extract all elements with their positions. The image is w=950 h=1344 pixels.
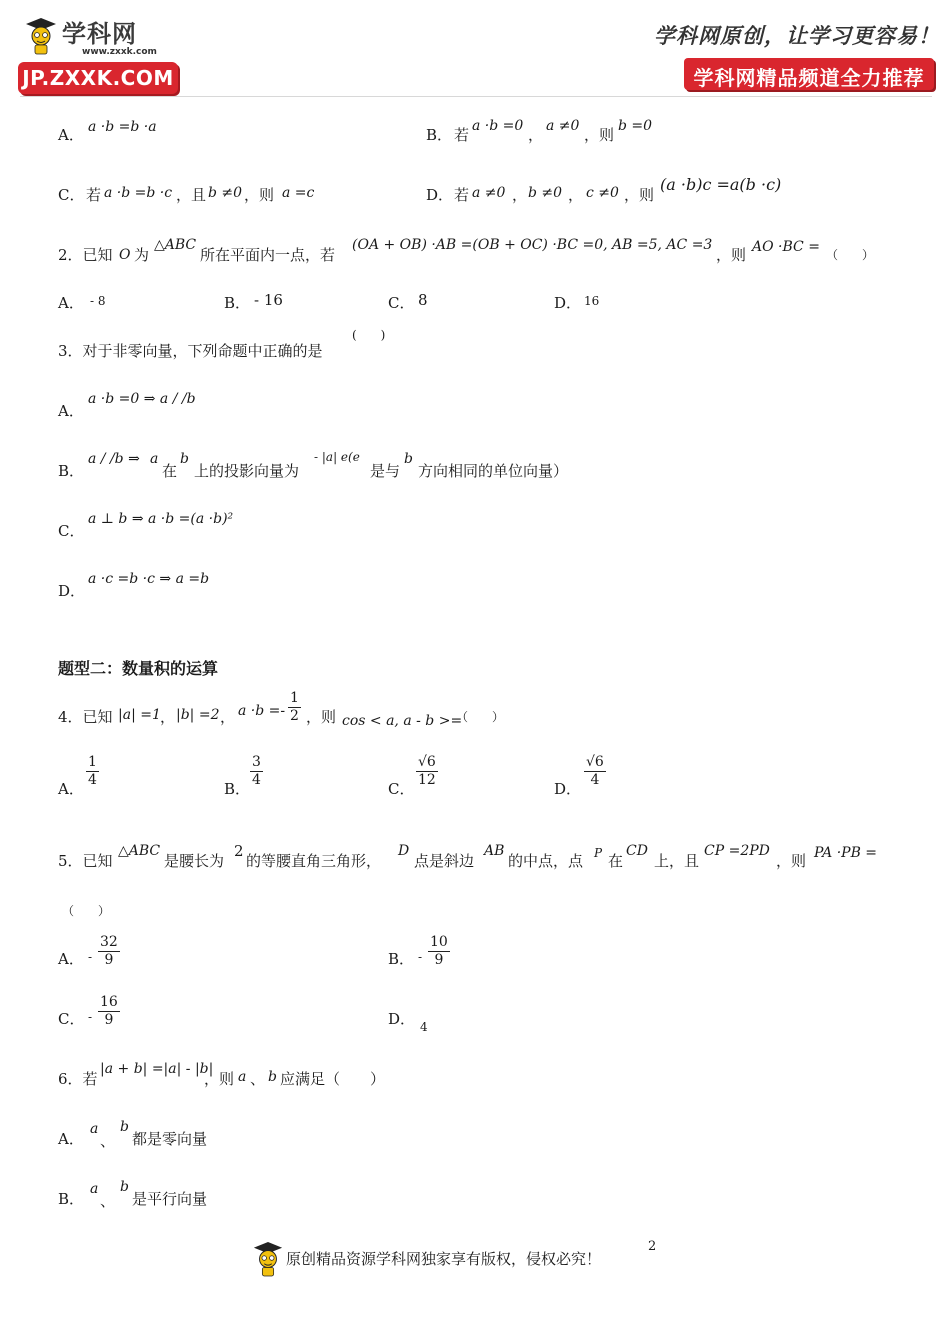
q1-option-a-label: A．: [58, 126, 84, 144]
q3-option-b-math1: a / /b ⇒: [88, 451, 140, 467]
q3-option-c-math: a ⊥ b ⇒ a ·b =(a ·b)²: [88, 511, 234, 527]
q1-option-d-text1: 若: [454, 186, 470, 204]
mascot-icon: [252, 1240, 284, 1278]
q6-text3: 应满足（ ）: [280, 1070, 386, 1088]
q5-option-c-label: C．: [58, 1010, 85, 1028]
q2-option-b-label: B．: [224, 294, 251, 312]
q5-option-b-den: 9: [434, 952, 444, 968]
q1-option-b-label: B．: [426, 126, 453, 144]
q6-option-b-text: 是平行向量: [132, 1190, 208, 1208]
recommend-banner[interactable]: [684, 58, 934, 90]
q3-option-b-math2: a: [150, 451, 159, 467]
mascot-icon: [24, 16, 58, 56]
jp-badge[interactable]: [18, 62, 178, 94]
q1-option-d-math2: b ≠0: [528, 185, 563, 201]
q4-option-a-fraction: [86, 754, 99, 789]
q3-paren: ( ): [352, 328, 386, 342]
q2-text2: 为: [134, 246, 150, 264]
footer-copyright: 原创精品资源学科网独家享有版权，侵权必究！: [286, 1250, 602, 1268]
q1-option-d-text2: ，则: [624, 186, 655, 204]
q3-option-b-text4: 方向相同的单位向量）: [418, 462, 569, 480]
q5-option-c-den: 9: [104, 1012, 114, 1028]
q4-option-b-num: 3: [252, 754, 261, 770]
q6-text2: ，则: [204, 1070, 235, 1088]
q4-math2: |b| =2: [176, 707, 220, 723]
q3-option-d-math: a ·c =b ·c ⇒ a =b: [88, 571, 210, 587]
q6-option-a-a: a: [90, 1121, 99, 1137]
q5-text5: 的中点，点: [508, 852, 584, 870]
q5-option-a-num: 32: [100, 934, 118, 950]
q6-option-b-label: B．: [58, 1190, 85, 1208]
q1-option-b-sep1: ，: [528, 126, 544, 144]
q1-option-b-math3: b =0: [618, 118, 653, 134]
q3-option-b-text3: 是与: [370, 462, 401, 480]
q1-option-b-math1: a ·b =0: [472, 118, 524, 134]
q5-option-b-num: 10: [430, 934, 448, 950]
q5-text2: 是腰长为: [164, 852, 225, 870]
q4-option-a-num: 1: [88, 754, 97, 770]
q3-option-b-math3: b: [180, 451, 189, 467]
q2-option-a-label: A．: [58, 294, 84, 312]
q2-option-c-value: 8: [418, 291, 428, 309]
q1-option-b-text2: ，则: [584, 126, 615, 144]
q2-option-c-label: C．: [388, 294, 415, 312]
q2-point-o: O: [119, 247, 131, 263]
q4-option-b-fraction: [250, 754, 263, 789]
q5-option-a-fraction: [98, 934, 120, 969]
q4-sep2: ，: [220, 708, 236, 726]
q5-option-d-label: D．: [388, 1010, 416, 1028]
q6-option-b-a: a: [90, 1181, 99, 1197]
q4-option-c-num: √6: [418, 754, 436, 770]
q6-option-b-b: b: [120, 1179, 129, 1195]
q2-option-a-value: - 8: [90, 294, 106, 308]
q4-paren: （ ）: [456, 710, 505, 724]
q1-option-c-text2: ，且: [176, 186, 207, 204]
q2-option-b-value: - 16: [254, 291, 283, 309]
q4-math1: |a| =1: [118, 707, 161, 723]
q5-point-p: P: [594, 846, 603, 860]
q1-option-c-math3: a =c: [282, 185, 315, 201]
q5-two: 2: [234, 842, 244, 860]
q5-text6: 在: [608, 852, 624, 870]
q6-option-a-label: A．: [58, 1130, 84, 1148]
q2-triangle: △ABC: [154, 237, 197, 253]
section-title: 题型二：数量积的运算: [58, 659, 219, 678]
q6-option-a-text: 都是零向量: [132, 1130, 208, 1148]
q4-option-c-fraction: [416, 754, 438, 789]
q6-option-a-b: b: [120, 1119, 129, 1135]
q4-option-d-num: √6: [586, 754, 604, 770]
q1-option-d-sep1: ，: [512, 186, 528, 204]
q3-option-b-text1: 在: [162, 462, 178, 480]
q4-option-d-label: D．: [554, 780, 582, 798]
q3-option-b-label: B．: [58, 462, 85, 480]
q5-point-d: D: [398, 843, 410, 859]
q4-option-c-den: 12: [418, 772, 436, 788]
q6-option-a-dun: 、: [100, 1132, 116, 1150]
q5-option-c-fraction: [98, 994, 120, 1029]
q2-text1: 2．已知: [58, 246, 113, 264]
logo-text: 学科网: [62, 20, 137, 48]
q1-option-d-label: D．: [426, 186, 454, 204]
q4-option-b-den: 4: [252, 772, 261, 788]
q5-ask: PA ·PB =: [814, 845, 878, 861]
q5-option-c-minus: -: [88, 1010, 93, 1024]
q1-option-c-label: C．: [58, 186, 85, 204]
q1-option-b-text1: 若: [454, 126, 470, 144]
q6-b: b: [268, 1069, 277, 1085]
q2-option-d-label: D．: [554, 294, 582, 312]
q2-paren: （ ）: [826, 248, 875, 262]
q4-option-b-label: B．: [224, 780, 251, 798]
q1-option-d-math1: a ≠0: [472, 185, 506, 201]
q5-text1: 5．已知: [58, 852, 113, 870]
q1-option-d-sep2: ，: [568, 186, 584, 204]
q5-condition: CP =2PD: [704, 843, 770, 859]
page-number: 2: [648, 1239, 657, 1254]
q5-option-b-fraction: [428, 934, 450, 969]
q5-option-c-num: 16: [100, 994, 118, 1010]
q2-option-d-value: 16: [584, 294, 600, 308]
q3-option-d-label: D．: [58, 582, 86, 600]
q5-text3: 的等腰直角三角形，: [246, 852, 382, 870]
q4-math4: cos < a, a - b >=: [342, 713, 463, 729]
header-slogan: 学科网原创，让学习更容易！: [654, 23, 940, 48]
q4-fraction-num: 1: [290, 690, 299, 706]
q4-option-c-label: C．: [388, 780, 415, 798]
q6-option-b-dun: 、: [100, 1192, 116, 1210]
q5-paren: （ ）: [62, 904, 111, 918]
q4-text2: ，则: [306, 708, 337, 726]
q3-stem: 3．对于非零向量，下列命题中正确的是: [58, 342, 323, 360]
q1-option-c-math2: b ≠0: [208, 185, 243, 201]
q4-fraction-den: 2: [290, 708, 299, 724]
q4-math3: a ·b =-: [238, 703, 286, 719]
q5-option-b-label: B．: [388, 950, 415, 968]
q6-condition: |a + b| =|a| - |b|: [100, 1061, 214, 1077]
header-divider: [20, 96, 932, 97]
q1-option-d-math3: c ≠0: [586, 185, 619, 201]
q4-sep1: ，: [160, 708, 176, 726]
site-logo[interactable]: [20, 14, 180, 60]
q4-text1: 4．已知: [58, 708, 113, 726]
q5-text8: ，则: [776, 852, 807, 870]
q1-option-c-text3: ，则: [244, 186, 275, 204]
q2-condition: (OA + OB) ·AB =(OB + OC) ·BC =0, AB =5, AC =3: [352, 237, 713, 253]
q5-option-d-value: 4: [420, 1020, 428, 1034]
q1-option-d-math4: (a ·b)c =a(b ·c): [660, 175, 782, 194]
q4-option-a-label: A．: [58, 780, 84, 798]
q4-option-d-den: 4: [590, 772, 600, 788]
jp-badge-text: JP.ZXXK.COM: [22, 66, 174, 90]
q1-option-c-text1: 若: [86, 186, 102, 204]
q5-text7: 上，且: [654, 852, 700, 870]
q2-text3: 所在平面内一点，若: [200, 246, 336, 264]
q5-ab: AB: [484, 843, 505, 859]
q2-ask: AO ·BC =: [752, 239, 820, 255]
q6-dun: 、: [250, 1070, 266, 1088]
q5-text4: 点是斜边: [414, 852, 475, 870]
q5-cd: CD: [626, 843, 648, 859]
q6-text1: 6．若: [58, 1070, 98, 1088]
q5-option-a-minus: -: [88, 950, 93, 964]
q6-a: a: [238, 1069, 247, 1085]
logo-url: www.zxxk.com: [82, 47, 157, 57]
q1-option-a-math: a ·b =b ·a: [88, 119, 157, 135]
q5-option-b-minus: -: [418, 950, 423, 964]
q2-text4: ，则: [716, 246, 747, 264]
q3-option-b-math4: - |a| e(e: [314, 450, 360, 464]
q5-triangle: △ABC: [118, 843, 161, 859]
q4-option-d-fraction: [584, 754, 606, 789]
q5-option-a-den: 9: [104, 952, 114, 968]
q1-option-b-math2: a ≠0: [546, 118, 580, 134]
q4-fraction: [288, 690, 301, 725]
q4-option-a-den: 4: [88, 772, 97, 788]
q1-option-c-math1: a ·b =b ·c: [104, 185, 173, 201]
q3-option-b-text2: 上的投影向量为: [194, 462, 300, 480]
recommend-banner-text: 学科网精品频道全力推荐: [693, 66, 925, 90]
q3-option-b-math5: b: [404, 451, 413, 467]
q3-option-c-label: C．: [58, 522, 85, 540]
q3-option-a-label: A．: [58, 402, 84, 420]
q3-option-a-math: a ·b =0 ⇒ a / /b: [88, 391, 196, 407]
q5-option-a-label: A．: [58, 950, 84, 968]
